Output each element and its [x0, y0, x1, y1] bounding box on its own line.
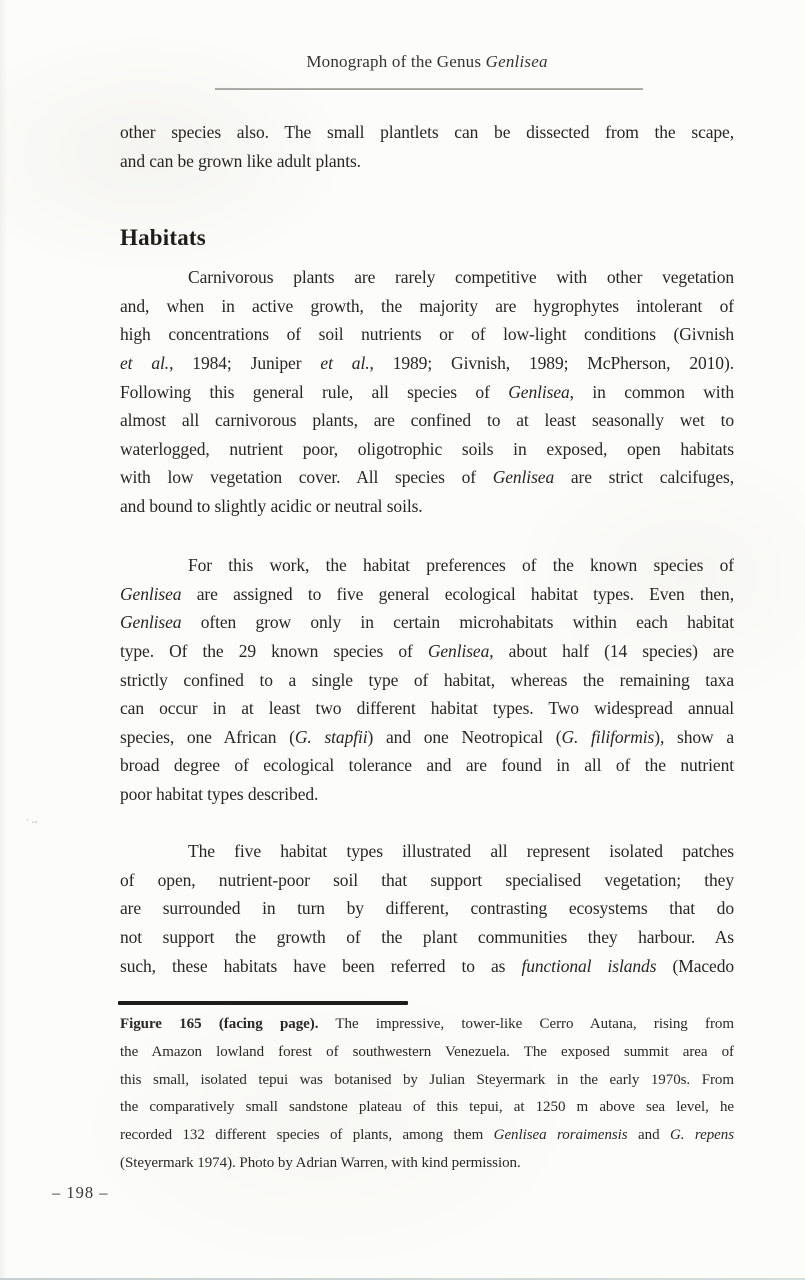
opening-paragraph: [120, 118, 734, 175]
text-run: For this work, the habitat preferences of the known species of: [188, 555, 734, 575]
text-run: this small, isolated tepui was botanised by Julian Steyermark in the early 1970s. From: [120, 1071, 734, 1088]
text-run: G. filiformis: [561, 726, 655, 747]
text-run: G. repens: [669, 1127, 734, 1144]
body-paragraph-2: [120, 551, 734, 809]
section-heading: Habitats: [120, 225, 206, 251]
text-run: are assigned to five general ecological habitat types. Even then,: [181, 583, 734, 604]
text-run: recorded 132 different species of plants, among them: [120, 1127, 494, 1144]
text-line: [120, 723, 734, 752]
text-run: et al.: [320, 352, 370, 373]
scan-artifact: ´~: [25, 816, 41, 830]
figure-caption-rule: [118, 1001, 408, 1005]
text-run: with low vegetation cover. All species of: [120, 467, 493, 488]
text-line: [120, 1094, 734, 1122]
text-run: , 1984; Juniper: [169, 352, 321, 373]
text-line: [120, 1067, 734, 1095]
text-line: [120, 923, 734, 952]
text-line: [120, 1150, 734, 1178]
text-run: species, one African (: [120, 726, 295, 747]
text-run: and: [627, 1127, 670, 1144]
text-line: [120, 751, 734, 780]
text-line: [120, 147, 734, 176]
text-run: waterlogged, nutrient poor, oligotrophic soils in exposed, open habitats: [120, 438, 734, 459]
text-run: Carnivorous plants are rarely competitive with other vegetation: [188, 267, 734, 287]
text-line: [120, 1122, 734, 1150]
text-run: The five habitat types illustrated all represent isolated patches: [188, 841, 734, 861]
body-paragraph-1: [120, 263, 734, 521]
text-line: [120, 694, 734, 723]
text-run: and bound to slightly acidic or neutral soils.: [120, 496, 423, 517]
text-run: ) and one Neotropical (: [367, 726, 562, 747]
text-run: type. Of the 29 known species of: [120, 640, 428, 661]
text-line: [120, 463, 734, 492]
text-run: Monograph of the Genus: [306, 52, 486, 71]
text-run: such, these habitats have been referred to as: [120, 955, 522, 976]
text-run: Genlisea: [508, 381, 570, 402]
text-run: often grow only in certain microhabitats within each habitat: [181, 612, 734, 633]
text-line: [120, 263, 734, 292]
text-line: [120, 866, 734, 895]
text-line: [120, 952, 734, 981]
header-rule: [215, 88, 643, 90]
text-line: [120, 894, 734, 923]
text-run: poor habitat types described.: [120, 784, 319, 805]
page-number: – 198 –: [52, 1183, 109, 1202]
text-run: , in common with: [569, 381, 734, 402]
text-line: [120, 349, 734, 378]
text-line: [120, 320, 734, 349]
text-run: Genlisea: [492, 467, 555, 488]
text-run: other species also. The small plantlets can be dissected from the scape,: [120, 122, 734, 142]
text-run: are surrounded in turn by different, contrasting ecosystems that do: [120, 898, 734, 919]
figure-caption: [120, 1011, 734, 1178]
text-run: can occur in at least two different habitat types. Two widespread annual: [120, 698, 734, 719]
text-run: the Amazon lowland forest of southwestern Venezuela. The exposed summit area of: [120, 1043, 734, 1060]
text-run: not support the growth of the plant communities they harbour. As: [120, 926, 734, 947]
text-line: [120, 1039, 734, 1067]
text-line: [120, 666, 734, 695]
text-line: [120, 837, 734, 866]
text-run: The impressive, tower-like Cerro Autana, rising from: [318, 1016, 734, 1032]
text-run: Genlisea: [427, 640, 490, 661]
text-run: ), show a: [654, 726, 734, 747]
text-run: Genlisea: [485, 52, 548, 71]
text-run: strictly confined to a single type of habitat, whereas the remaining taxa: [120, 669, 734, 690]
text-run: , 1989; Givnish, 1989; McPherson, 2010).: [369, 352, 734, 373]
text-run: Figure 165 (facing page).: [120, 1016, 319, 1032]
text-run: broad degree of ecological tolerance and are found in all of the nutrient: [120, 755, 734, 776]
text-run: , about half (14 species) are: [489, 640, 734, 661]
text-run: almost all carnivorous plants, are confined to at least seasonally wet to: [120, 410, 734, 431]
text-run: and can be grown like adult plants.: [120, 150, 361, 171]
text-line: [120, 292, 734, 321]
text-run: (Steyermark 1974). Photo by Adrian Warren, with kind permission.: [120, 1154, 521, 1171]
text-run: and, when in active growth, the majority are hygrophytes intolerant of: [120, 295, 734, 316]
text-line: [120, 608, 734, 637]
text-line: [120, 406, 734, 435]
text-line: [120, 551, 734, 580]
text-run: G. stapfii: [294, 726, 368, 747]
text-line: [120, 378, 734, 407]
text-line: [120, 118, 734, 147]
running-header: [120, 52, 734, 72]
text-run: Following this general rule, all species of: [120, 381, 509, 402]
text-line: [120, 1011, 734, 1039]
text-run: are strict calcifuges,: [554, 467, 734, 488]
text-line: [120, 580, 734, 609]
text-run: the comparatively small sandstone plateau of this tepui, at 1250 m above sea level, he: [120, 1099, 734, 1116]
text-run: et al.: [120, 352, 170, 373]
text-run: high concentrations of soil nutrients or of low-light conditions (Givnish: [120, 324, 734, 345]
text-line: [120, 435, 734, 464]
text-run: Genlisea: [120, 612, 182, 633]
text-line: [120, 492, 734, 521]
text-run: of open, nutrient-poor soil that support specialised vegetation; they: [120, 869, 734, 890]
text-line: [120, 637, 734, 666]
text-line: [120, 780, 734, 809]
text-run: Genlisea: [120, 583, 182, 604]
body-paragraph-3: [120, 837, 734, 980]
text-run: (Macedo: [656, 955, 734, 976]
text-run: Genlisea roraimensis: [493, 1127, 628, 1144]
text-run: functional islands: [521, 955, 657, 976]
